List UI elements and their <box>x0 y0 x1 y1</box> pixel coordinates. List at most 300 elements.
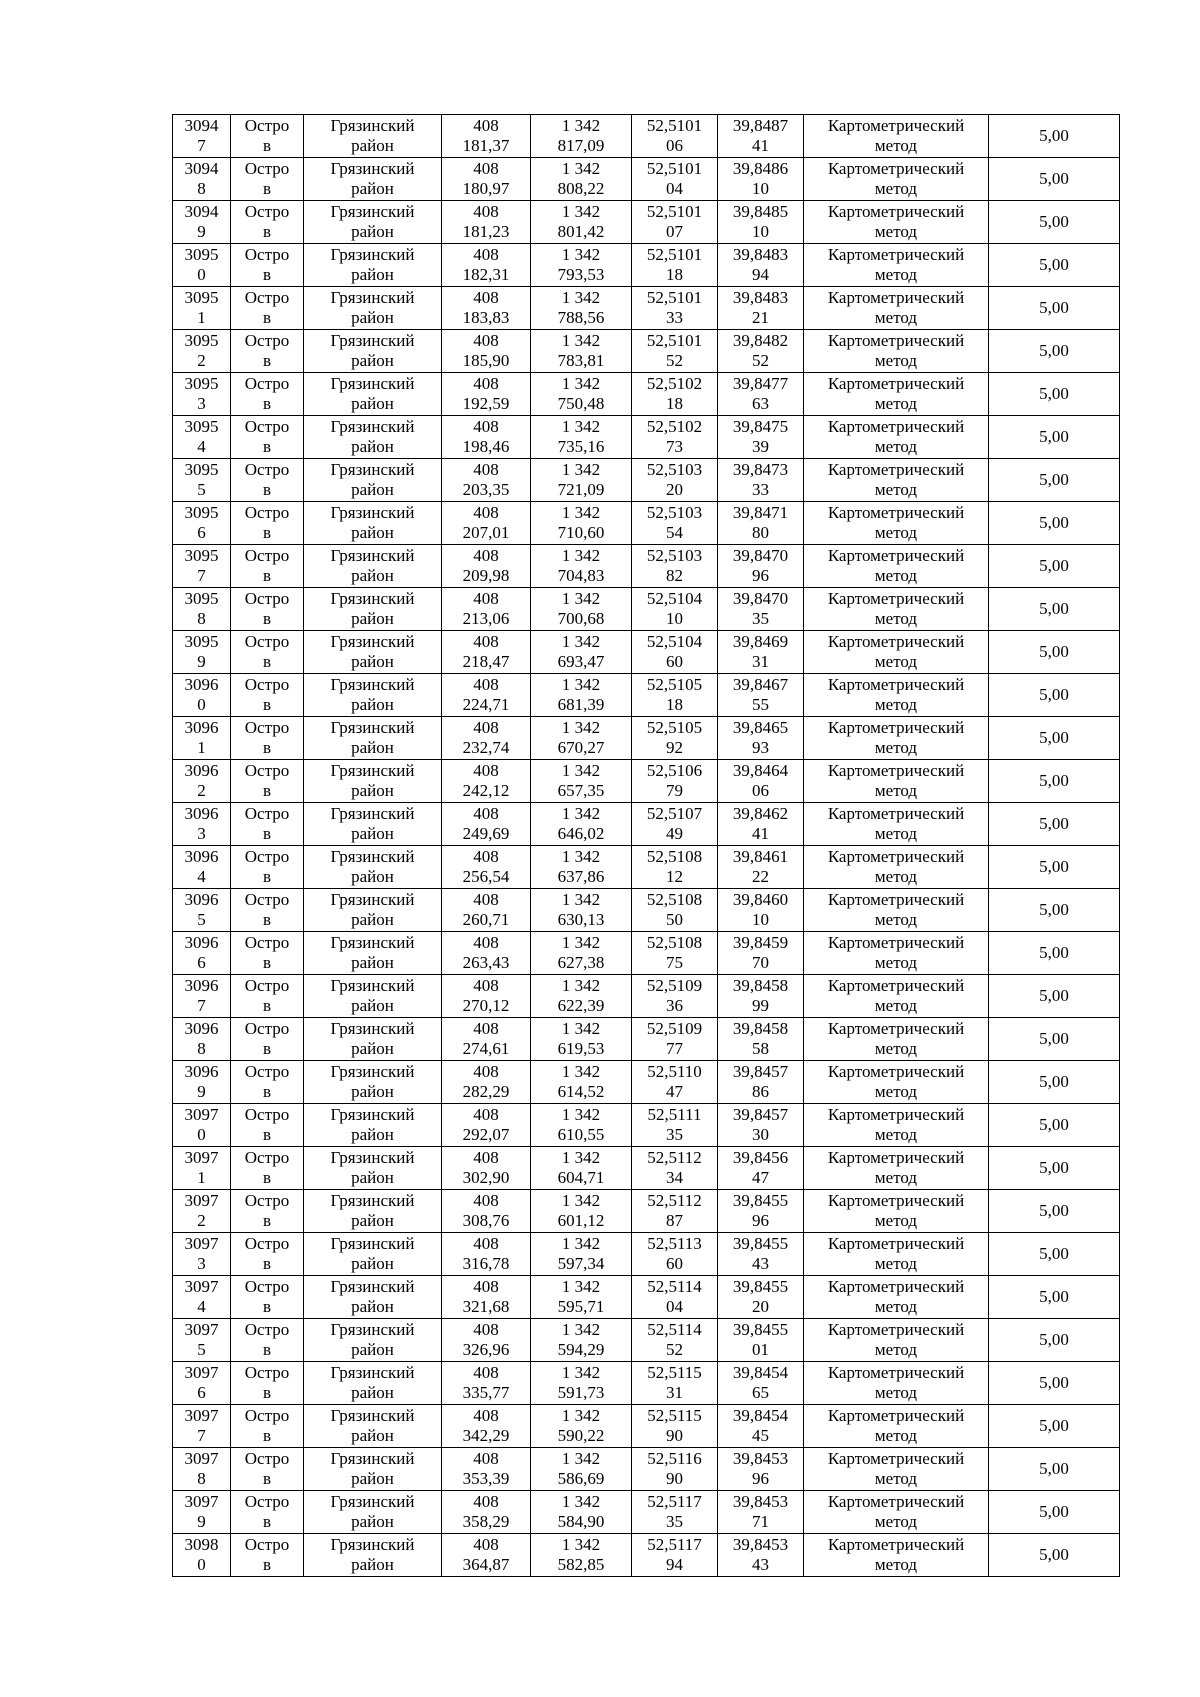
point-number-cell <box>173 330 231 373</box>
x-coordinate-line1: 408 <box>473 460 499 479</box>
method-line2: метод <box>874 1555 918 1574</box>
y-coordinate-line1: 1 342 <box>561 288 601 307</box>
district-line1: Грязинский <box>330 1062 415 1081</box>
latitude-line2: 60 <box>666 652 683 671</box>
accuracy-cell <box>989 1061 1120 1104</box>
x-coordinate-line2: 302,90 <box>462 1168 510 1187</box>
accuracy-cell <box>989 1190 1120 1233</box>
y-coordinate-line1: 1 342 <box>561 976 601 995</box>
object-name-line1: Остро <box>244 1062 290 1081</box>
longitude-line1: 39,8455 <box>732 1277 789 1296</box>
y-coordinate-line1: 1 342 <box>561 417 601 436</box>
latitude-line1: 52,5108 <box>646 890 703 909</box>
y-coordinate-line2: 610,55 <box>557 1125 605 1144</box>
point-number-cell <box>173 1448 231 1491</box>
x-coordinate-line1: 408 <box>473 632 499 651</box>
object-name-line2: в <box>262 265 272 284</box>
longitude-line1: 39,8482 <box>732 331 789 350</box>
y-coordinate-line2: 590,22 <box>557 1426 605 1445</box>
point-number-line1: 3094 <box>184 159 219 178</box>
longitude-cell <box>718 158 804 201</box>
longitude-line1: 39,8470 <box>732 589 789 608</box>
object-name-cell <box>231 717 304 760</box>
latitude-line2: 18 <box>666 265 683 284</box>
y-coordinate-cell <box>531 1319 632 1362</box>
x-coordinate-line2: 321,68 <box>462 1297 510 1316</box>
accuracy-value: 5,00 <box>1039 169 1069 188</box>
district-line2: район <box>351 695 394 714</box>
latitude-cell <box>632 1276 718 1319</box>
method-cell <box>804 545 989 588</box>
method-line1: Картометрический <box>827 1449 965 1468</box>
district-line1: Грязинский <box>330 374 415 393</box>
x-coordinate-cell <box>442 889 531 932</box>
y-coordinate-line2: 594,29 <box>557 1340 605 1359</box>
longitude-line2: 35 <box>752 609 769 628</box>
table-row <box>173 803 1120 846</box>
y-coordinate-line2: 681,39 <box>557 695 605 714</box>
table-body <box>173 115 1120 1577</box>
y-coordinate-line1: 1 342 <box>561 589 601 608</box>
latitude-line1: 52,5111 <box>647 1105 702 1124</box>
accuracy-cell <box>989 846 1120 889</box>
y-coordinate-line1: 1 342 <box>561 1062 601 1081</box>
object-name-cell <box>231 502 304 545</box>
district-line1: Грязинский <box>330 1363 415 1382</box>
x-coordinate-cell <box>442 1362 531 1405</box>
latitude-cell <box>632 803 718 846</box>
district-cell <box>304 1018 442 1061</box>
longitude-line1: 39,8455 <box>732 1320 789 1339</box>
x-coordinate-cell <box>442 158 531 201</box>
longitude-line2: 22 <box>752 867 769 886</box>
y-coordinate-cell <box>531 287 632 330</box>
object-name-line1: Остро <box>244 331 290 350</box>
latitude-line1: 52,5117 <box>647 1492 702 1511</box>
latitude-line2: 94 <box>666 1555 683 1574</box>
y-coordinate-cell <box>531 975 632 1018</box>
district-line1: Грязинский <box>330 1191 415 1210</box>
point-number-line2: 9 <box>197 652 206 671</box>
x-coordinate-line2: 209,98 <box>462 566 510 585</box>
point-number-line2: 8 <box>197 1039 206 1058</box>
table-row <box>173 1233 1120 1276</box>
longitude-line1: 39,8483 <box>732 288 789 307</box>
y-coordinate-line2: 601,12 <box>557 1211 605 1230</box>
accuracy-cell <box>989 287 1120 330</box>
latitude-cell <box>632 502 718 545</box>
latitude-line2: 50 <box>666 910 683 929</box>
object-name-cell <box>231 1233 304 1276</box>
object-name-cell <box>231 588 304 631</box>
latitude-line1: 52,5113 <box>647 1234 702 1253</box>
longitude-line2: 43 <box>752 1254 769 1273</box>
district-cell <box>304 760 442 803</box>
accuracy-value: 5,00 <box>1039 341 1069 360</box>
latitude-cell <box>632 1018 718 1061</box>
y-coordinate-cell <box>531 1018 632 1061</box>
y-coordinate-line1: 1 342 <box>561 460 601 479</box>
method-cell <box>804 1147 989 1190</box>
latitude-line1: 52,5108 <box>646 933 703 952</box>
longitude-cell <box>718 631 804 674</box>
method-line2: метод <box>874 1512 918 1531</box>
longitude-cell <box>718 1276 804 1319</box>
longitude-cell <box>718 459 804 502</box>
accuracy-cell <box>989 631 1120 674</box>
table-row <box>173 287 1120 330</box>
x-coordinate-cell <box>442 1534 531 1577</box>
latitude-line2: 07 <box>666 222 683 241</box>
method-line2: метод <box>874 480 918 499</box>
object-name-cell <box>231 1018 304 1061</box>
longitude-cell <box>718 416 804 459</box>
x-coordinate-line2: 242,12 <box>462 781 510 800</box>
district-line2: район <box>351 1039 394 1058</box>
x-coordinate-line2: 282,29 <box>462 1082 510 1101</box>
point-number-line2: 2 <box>197 1211 206 1230</box>
point-number-line1: 3096 <box>184 761 219 780</box>
method-line1: Картометрический <box>827 1320 965 1339</box>
latitude-cell <box>632 158 718 201</box>
object-name-line2: в <box>262 1469 272 1488</box>
accuracy-value: 5,00 <box>1039 384 1069 403</box>
district-line2: район <box>351 738 394 757</box>
point-number-cell <box>173 588 231 631</box>
x-coordinate-line2: 326,96 <box>462 1340 510 1359</box>
point-number-line2: 7 <box>197 1426 206 1445</box>
latitude-line1: 52,5115 <box>647 1363 702 1382</box>
method-cell <box>804 588 989 631</box>
point-number-line1: 3096 <box>184 718 219 737</box>
method-line1: Картометрический <box>827 1406 965 1425</box>
latitude-line2: 47 <box>666 1082 683 1101</box>
method-cell <box>804 287 989 330</box>
method-line1: Картометрический <box>827 976 965 995</box>
method-line2: метод <box>874 222 918 241</box>
accuracy-value: 5,00 <box>1039 513 1069 532</box>
point-number-line1: 3097 <box>184 1406 219 1425</box>
latitude-line2: 49 <box>666 824 683 843</box>
object-name-line2: в <box>262 1082 272 1101</box>
method-line2: метод <box>874 1254 918 1273</box>
accuracy-value: 5,00 <box>1039 1545 1069 1564</box>
y-coordinate-cell <box>531 373 632 416</box>
object-name-line1: Остро <box>244 804 290 823</box>
point-number-line2: 1 <box>197 738 206 757</box>
object-name-line1: Остро <box>244 288 290 307</box>
method-line2: метод <box>874 308 918 327</box>
longitude-line2: 94 <box>752 265 769 284</box>
district-line2: район <box>351 1254 394 1273</box>
method-line1: Картометрический <box>827 546 965 565</box>
table-row <box>173 1276 1120 1319</box>
latitude-cell <box>632 416 718 459</box>
object-name-line2: в <box>262 1383 272 1402</box>
method-line1: Картометрический <box>827 288 965 307</box>
latitude-line2: 87 <box>666 1211 683 1230</box>
object-name-cell <box>231 244 304 287</box>
longitude-line1: 39,8455 <box>732 1234 789 1253</box>
x-coordinate-line2: 249,69 <box>462 824 510 843</box>
table-row <box>173 760 1120 803</box>
y-coordinate-line1: 1 342 <box>561 245 601 264</box>
y-coordinate-cell <box>531 674 632 717</box>
longitude-line2: 10 <box>752 222 769 241</box>
district-cell <box>304 846 442 889</box>
y-coordinate-cell <box>531 1405 632 1448</box>
y-coordinate-line2: 735,16 <box>557 437 605 456</box>
latitude-line2: 04 <box>666 1297 683 1316</box>
latitude-cell <box>632 1104 718 1147</box>
accuracy-value: 5,00 <box>1039 427 1069 446</box>
district-line2: район <box>351 824 394 843</box>
y-coordinate-line1: 1 342 <box>561 1535 601 1554</box>
point-number-cell <box>173 803 231 846</box>
table-row <box>173 889 1120 932</box>
latitude-cell <box>632 674 718 717</box>
object-name-cell <box>231 1491 304 1534</box>
y-coordinate-line1: 1 342 <box>561 1019 601 1038</box>
point-number-line1: 3095 <box>184 546 219 565</box>
district-cell <box>304 373 442 416</box>
district-line1: Грязинский <box>330 1148 415 1167</box>
district-line1: Грязинский <box>330 202 415 221</box>
point-number-cell <box>173 1319 231 1362</box>
point-number-line1: 3094 <box>184 202 219 221</box>
method-cell <box>804 158 989 201</box>
longitude-cell <box>718 1061 804 1104</box>
y-coordinate-line1: 1 342 <box>561 1191 601 1210</box>
longitude-line2: 52 <box>752 351 769 370</box>
district-line2: район <box>351 1555 394 1574</box>
y-coordinate-line2: 750,48 <box>557 394 605 413</box>
x-coordinate-line1: 408 <box>473 331 499 350</box>
longitude-line1: 39,8465 <box>732 718 789 737</box>
point-number-cell <box>173 1362 231 1405</box>
method-line2: метод <box>874 1168 918 1187</box>
method-cell <box>804 975 989 1018</box>
accuracy-value: 5,00 <box>1039 900 1069 919</box>
longitude-cell <box>718 760 804 803</box>
table-row <box>173 1491 1120 1534</box>
y-coordinate-line1: 1 342 <box>561 546 601 565</box>
district-line2: район <box>351 1211 394 1230</box>
point-number-cell <box>173 416 231 459</box>
district-line2: район <box>351 394 394 413</box>
method-cell <box>804 1190 989 1233</box>
method-line2: метод <box>874 824 918 843</box>
district-line1: Грязинский <box>330 761 415 780</box>
y-coordinate-cell <box>531 760 632 803</box>
accuracy-value: 5,00 <box>1039 255 1069 274</box>
method-line2: метод <box>874 1340 918 1359</box>
object-name-line1: Остро <box>244 1492 290 1511</box>
object-name-line2: в <box>262 222 272 241</box>
longitude-cell <box>718 1104 804 1147</box>
point-number-cell <box>173 1233 231 1276</box>
district-line1: Грязинский <box>330 1320 415 1339</box>
method-cell <box>804 717 989 760</box>
district-line2: район <box>351 1426 394 1445</box>
longitude-cell <box>718 502 804 545</box>
object-name-line1: Остро <box>244 761 290 780</box>
district-cell <box>304 115 442 158</box>
latitude-line1: 52,5104 <box>646 632 703 651</box>
method-line2: метод <box>874 179 918 198</box>
district-line2: район <box>351 136 394 155</box>
method-line2: метод <box>874 1211 918 1230</box>
point-number-line1: 3097 <box>184 1234 219 1253</box>
district-line2: район <box>351 781 394 800</box>
x-coordinate-line1: 408 <box>473 1492 499 1511</box>
object-name-line1: Остро <box>244 1363 290 1382</box>
latitude-cell <box>632 631 718 674</box>
y-coordinate-cell <box>531 459 632 502</box>
district-line1: Грязинский <box>330 1449 415 1468</box>
y-coordinate-line2: 622,39 <box>557 996 605 1015</box>
latitude-cell <box>632 373 718 416</box>
district-line2: район <box>351 222 394 241</box>
district-line1: Грязинский <box>330 933 415 952</box>
method-line1: Картометрический <box>827 890 965 909</box>
object-name-cell <box>231 1362 304 1405</box>
method-cell <box>804 1233 989 1276</box>
y-coordinate-line1: 1 342 <box>561 503 601 522</box>
x-coordinate-line1: 408 <box>473 804 499 823</box>
accuracy-value: 5,00 <box>1039 814 1069 833</box>
x-coordinate-line2: 256,54 <box>462 867 510 886</box>
latitude-cell <box>632 889 718 932</box>
accuracy-cell <box>989 1405 1120 1448</box>
point-number-line1: 3096 <box>184 933 219 952</box>
accuracy-cell <box>989 158 1120 201</box>
accuracy-value: 5,00 <box>1039 943 1069 962</box>
object-name-cell <box>231 416 304 459</box>
method-line1: Картометрический <box>827 1019 965 1038</box>
y-coordinate-line1: 1 342 <box>561 1492 601 1511</box>
method-line2: метод <box>874 1469 918 1488</box>
object-name-line1: Остро <box>244 1277 290 1296</box>
longitude-cell <box>718 1190 804 1233</box>
object-name-line2: в <box>262 867 272 886</box>
latitude-line1: 52,5101 <box>646 245 703 264</box>
object-name-line2: в <box>262 351 272 370</box>
longitude-line2: 96 <box>752 1469 769 1488</box>
latitude-line1: 52,5108 <box>646 847 703 866</box>
x-coordinate-line2: 308,76 <box>462 1211 510 1230</box>
latitude-cell <box>632 1147 718 1190</box>
accuracy-cell <box>989 330 1120 373</box>
longitude-cell <box>718 287 804 330</box>
longitude-line2: 20 <box>752 1297 769 1316</box>
x-coordinate-cell <box>442 1018 531 1061</box>
y-coordinate-line2: 808,22 <box>557 179 605 198</box>
y-coordinate-cell <box>531 1362 632 1405</box>
x-coordinate-cell <box>442 1104 531 1147</box>
y-coordinate-line2: 597,34 <box>557 1254 605 1273</box>
method-line2: метод <box>874 867 918 886</box>
x-coordinate-line2: 263,43 <box>462 953 510 972</box>
accuracy-cell <box>989 1147 1120 1190</box>
object-name-line2: в <box>262 824 272 843</box>
latitude-line1: 52,5116 <box>647 1449 702 1468</box>
latitude-line1: 52,5101 <box>646 331 703 350</box>
y-coordinate-line2: 704,83 <box>557 566 605 585</box>
x-coordinate-line1: 408 <box>473 675 499 694</box>
x-coordinate-line2: 198,46 <box>462 437 510 456</box>
table-row <box>173 674 1120 717</box>
x-coordinate-line2: 364,87 <box>462 1555 510 1574</box>
accuracy-cell <box>989 1534 1120 1577</box>
y-coordinate-cell <box>531 158 632 201</box>
accuracy-cell <box>989 1319 1120 1362</box>
longitude-line1: 39,8459 <box>732 933 789 952</box>
point-number-line2: 9 <box>197 1082 206 1101</box>
x-coordinate-line1: 408 <box>473 1363 499 1382</box>
accuracy-cell <box>989 932 1120 975</box>
longitude-line1: 39,8464 <box>732 761 789 780</box>
point-number-line2: 7 <box>197 566 206 585</box>
method-cell <box>804 1104 989 1147</box>
method-line1: Картометрический <box>827 804 965 823</box>
district-cell <box>304 674 442 717</box>
object-name-cell <box>231 373 304 416</box>
method-line2: метод <box>874 1383 918 1402</box>
accuracy-value: 5,00 <box>1039 728 1069 747</box>
accuracy-cell <box>989 717 1120 760</box>
longitude-cell <box>718 588 804 631</box>
latitude-cell <box>632 545 718 588</box>
table-row <box>173 1018 1120 1061</box>
y-coordinate-line2: 783,81 <box>557 351 605 370</box>
y-coordinate-cell <box>531 545 632 588</box>
x-coordinate-line2: 181,37 <box>462 136 510 155</box>
latitude-line1: 52,5105 <box>646 718 703 737</box>
method-line2: метод <box>874 695 918 714</box>
method-cell <box>804 244 989 287</box>
accuracy-value: 5,00 <box>1039 1502 1069 1521</box>
latitude-line2: 18 <box>666 394 683 413</box>
table-row <box>173 201 1120 244</box>
point-number-line1: 3095 <box>184 589 219 608</box>
y-coordinate-line2: 670,27 <box>557 738 605 757</box>
district-cell <box>304 1448 442 1491</box>
x-coordinate-cell <box>442 1233 531 1276</box>
x-coordinate-cell <box>442 717 531 760</box>
accuracy-value: 5,00 <box>1039 642 1069 661</box>
object-name-line1: Остро <box>244 159 290 178</box>
accuracy-value: 5,00 <box>1039 1029 1069 1048</box>
accuracy-cell <box>989 975 1120 1018</box>
latitude-cell <box>632 588 718 631</box>
method-line2: метод <box>874 394 918 413</box>
x-coordinate-line2: 192,59 <box>462 394 510 413</box>
latitude-line2: 90 <box>666 1469 683 1488</box>
latitude-line1: 52,5107 <box>646 804 703 823</box>
method-line2: метод <box>874 265 918 284</box>
point-number-line1: 3095 <box>184 374 219 393</box>
method-cell <box>804 1319 989 1362</box>
method-cell <box>804 1534 989 1577</box>
table-row <box>173 373 1120 416</box>
x-coordinate-line1: 408 <box>473 245 499 264</box>
district-cell <box>304 1534 442 1577</box>
point-number-line1: 3096 <box>184 976 219 995</box>
object-name-line1: Остро <box>244 1234 290 1253</box>
longitude-line1: 39,8461 <box>732 847 789 866</box>
object-name-line2: в <box>262 437 272 456</box>
